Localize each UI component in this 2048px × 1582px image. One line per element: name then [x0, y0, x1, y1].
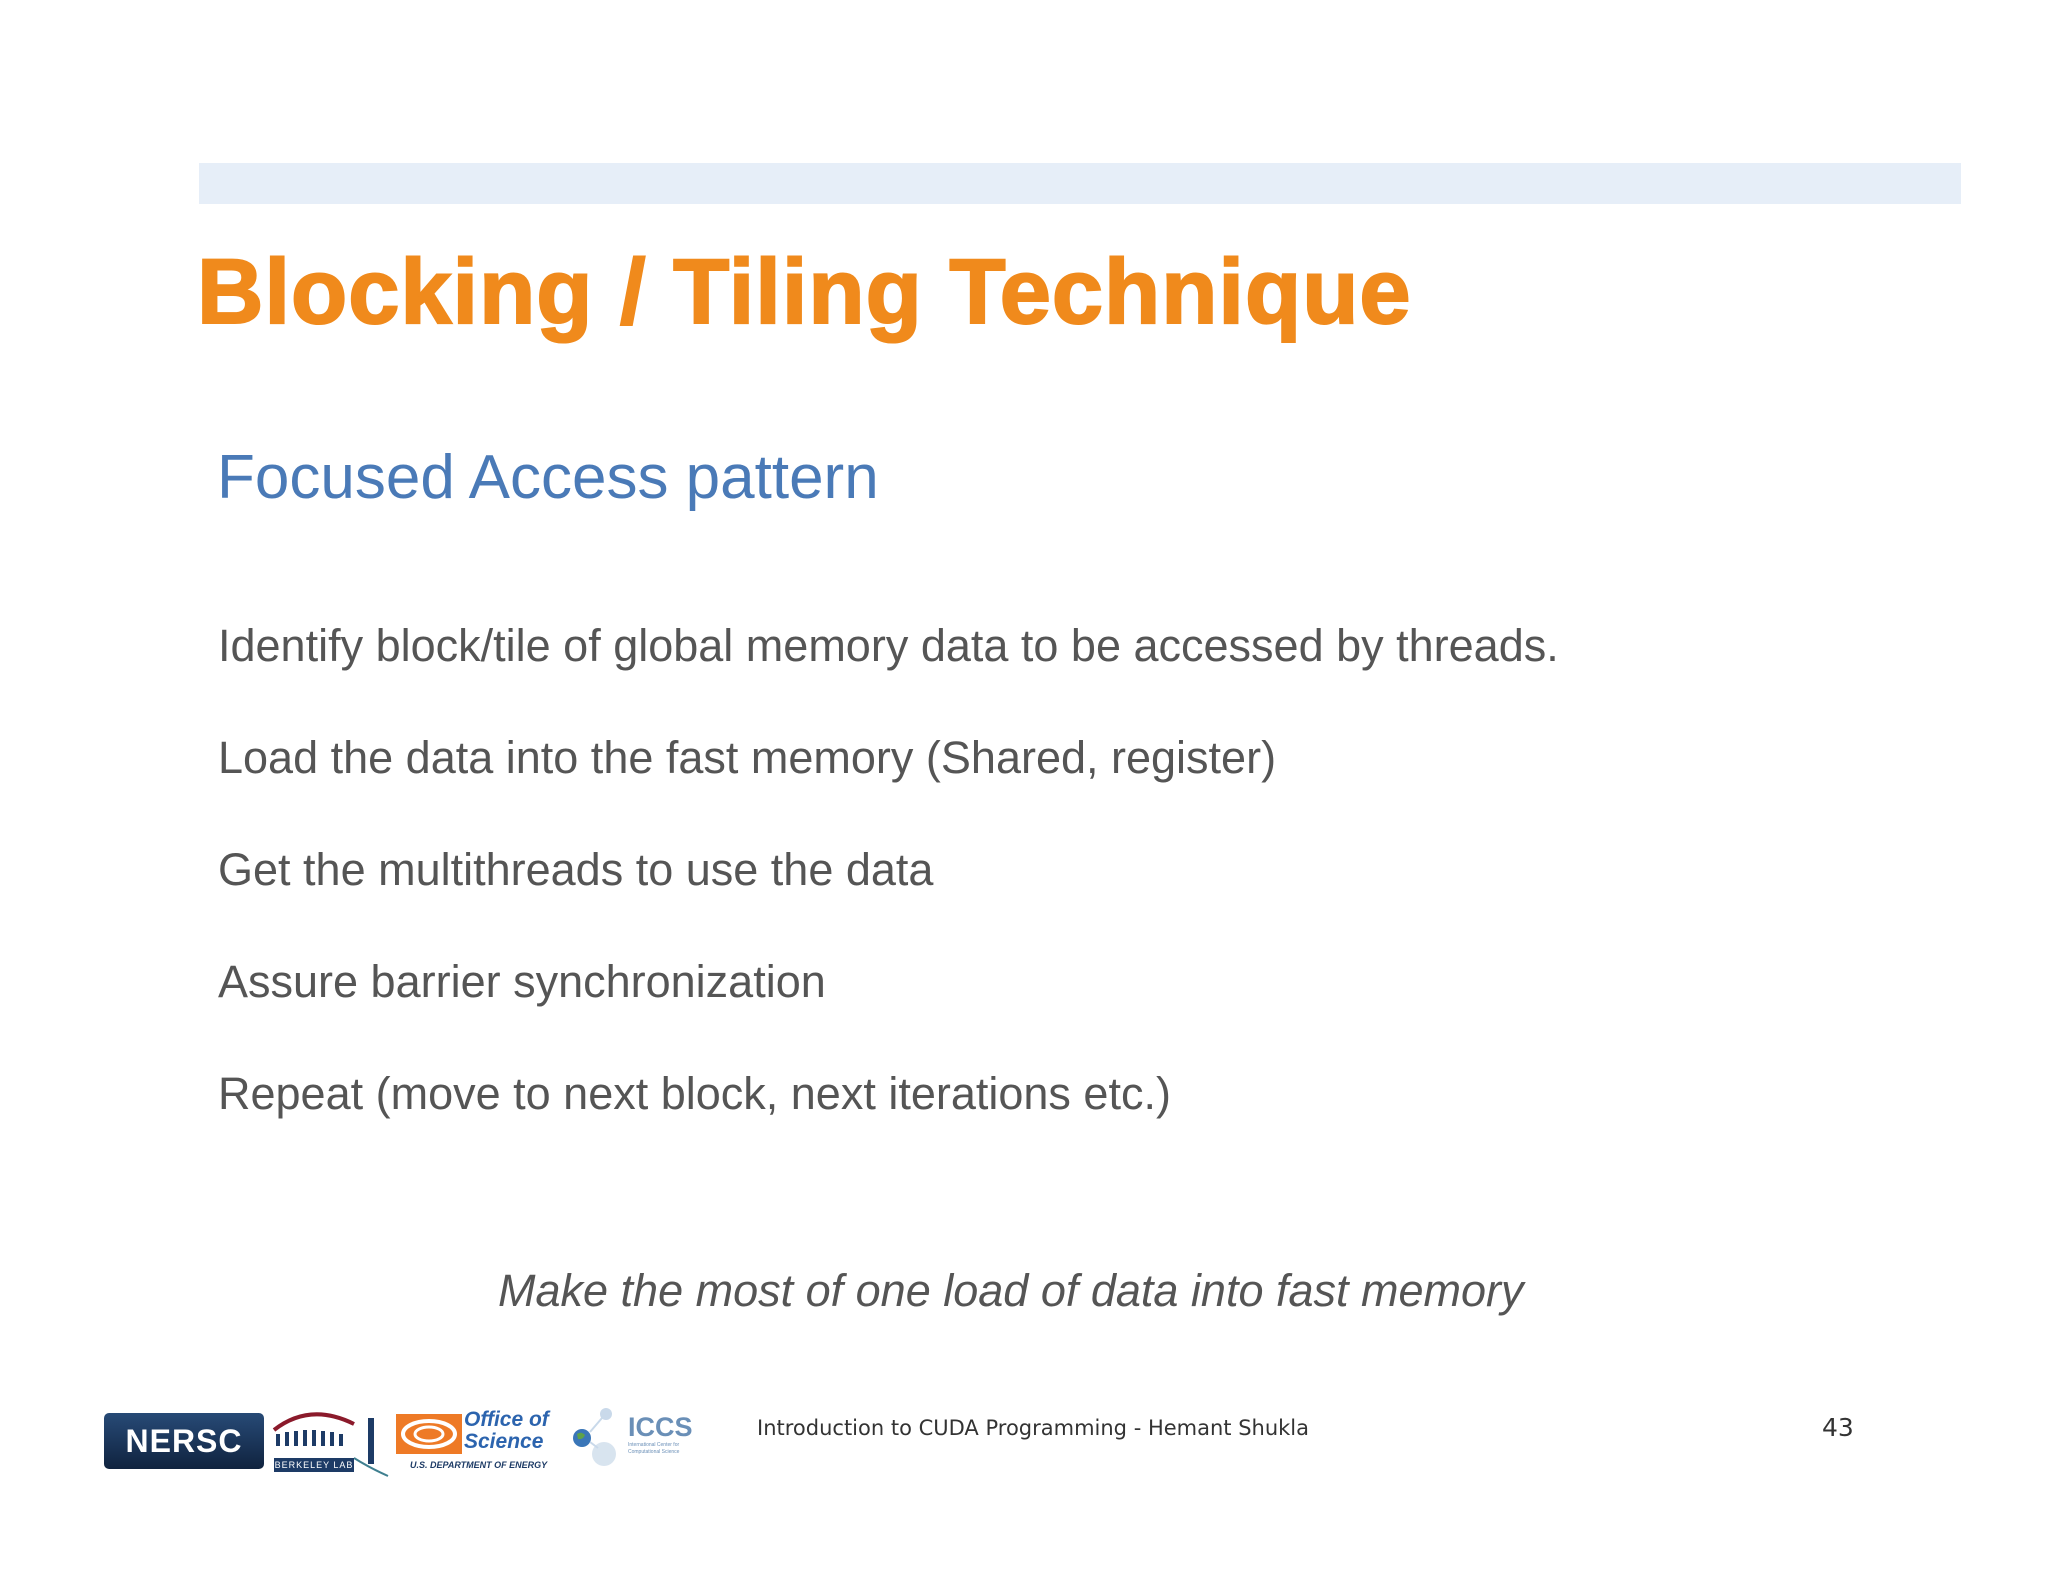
bullet-item: Repeat (move to next block, next iterations etc.) [218, 1068, 1171, 1119]
berkeley-lab-logo [270, 1396, 390, 1482]
footer-logos [104, 1396, 714, 1482]
bullet-item: Assure barrier synchronization [218, 956, 826, 1007]
footer-text: Introduction to CUDA Programming - Hemant Shukla [757, 1416, 1310, 1440]
slide-title: Blocking / Tiling Technique [197, 241, 1412, 343]
globe-icon [568, 1400, 628, 1482]
bullet-list [218, 618, 1559, 1178]
page-number: 43 [1822, 1413, 1854, 1442]
iccs-subtitle: International Center for Computational Science [628, 1442, 680, 1455]
office-of-science-logo [396, 1408, 566, 1478]
bullet-item: Load the data into the fast memory (Shared, register) [218, 732, 1277, 783]
berkeley-lab-label: BERKELEY LAB [274, 1460, 354, 1470]
iccs-text: ICCS [628, 1412, 693, 1442]
doe-label: U.S. DEPARTMENT OF ENERGY [410, 1460, 548, 1470]
slide-tagline: Make the most of one load of data into fast memory [498, 1265, 1524, 1316]
office-of-science-text: Office of Science [464, 1408, 549, 1453]
iccs-logo [568, 1400, 713, 1482]
nersc-logo: NERSC [104, 1413, 264, 1469]
doe-mark-icon [396, 1414, 462, 1454]
bullet-item: Get the multithreads to use the data [218, 844, 934, 895]
header-band [199, 163, 1961, 204]
slide-subtitle: Focused Access pattern [217, 443, 879, 512]
bullet-item: Identify block/tile of global memory data to be accessed by threads. [218, 620, 1559, 671]
